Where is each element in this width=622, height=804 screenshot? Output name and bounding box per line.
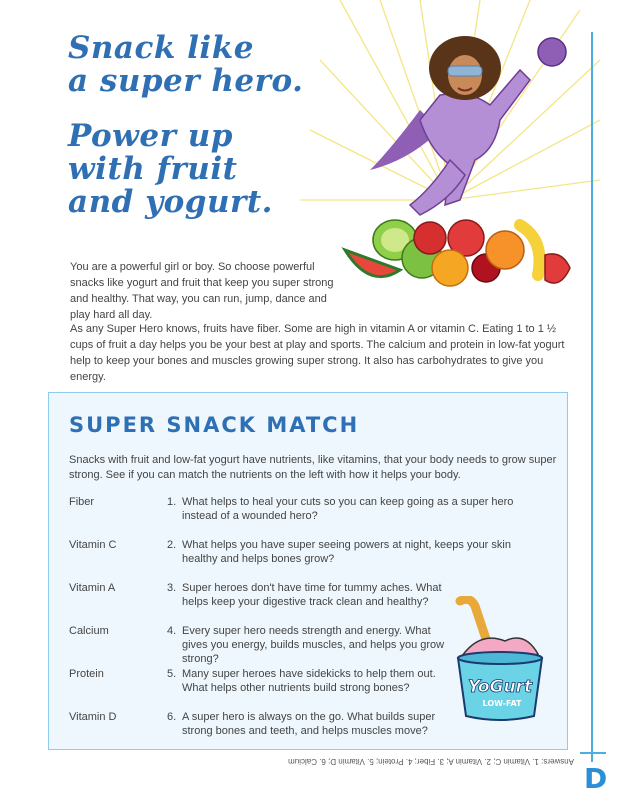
match-term: Vitamin A [69,582,116,594]
match-question: Every super hero needs strength and energy. What gives you energy, builds muscles, and helps you grow strong? [182,625,445,665]
title-line-3: Power up [68,118,233,154]
title-line-1: Snack like [68,30,254,66]
match-term: Calcium [69,625,109,637]
match-number: 4. [167,625,177,637]
page-edge-rule [591,32,593,762]
fiber-paragraph: As any Super Hero knows, fruits have fiber. Some are high in vitamin A or vitamin C. Eating 1 to 1 ½ cups of fruit a day helps you be your best at play and sports. The calcium and protein in low-fat yogurt help to keep your bones and muscles growing super strong. It also has carbohydrates to give you energy. [70,323,565,383]
match-intro: Snacks with fruit and low-fat yogurt have nutrients, like vitamins, that your body needs to grow super strong. See if you can match the nutrients on the left with how it helps your body. [69,454,557,481]
match-term: Fiber [69,496,95,508]
intro-paragraph: You are a powerful girl or boy. So choose powerful snacks like yogurt and fruit that keep you super strong and healthy. That way, you can run, jump, dance and play hard all day. [70,261,334,321]
match-question: Super heroes don't have time for tummy aches. What helps keep your digestive track clean and healthy? [182,582,442,608]
match-question: Many super heroes have sidekicks to help them out. What helps other nutrients build strong bones? [182,668,436,694]
answers-key: Answers: 1. Vitamin C; 2. Vitamin A; 3. Fiber; 4. Protein; 5. Vitamin D; 6. Calcium [288,757,574,766]
match-number: 3. [167,582,177,594]
match-number: 2. [167,539,177,551]
match-question: What helps to heal your cuts so you can keep going as a super hero instead of a wounded hero? [182,496,514,522]
title-line-4: with fruit [68,151,238,187]
yogurt-brand-text: YoGurt [467,677,533,697]
yogurt-cup-illustration [450,596,550,726]
match-number: 6. [167,711,177,723]
match-term: Vitamin C [69,539,117,551]
match-number: 1. [167,496,177,508]
title-line-5: and yogurt. [68,184,273,220]
yogurt-low-fat-text: LOW-FAT [482,699,522,708]
page-edge-tick [580,752,606,754]
match-number: 5. [167,668,177,680]
match-term: Vitamin D [69,711,117,723]
superhero-fruit-illustration [300,0,600,300]
match-term: Protein [69,668,104,680]
match-question: A super hero is always on the go. What builds super strong bones and teeth, and helps muscles move? [182,711,436,737]
page-letter: D [584,762,608,795]
match-title: SUPER SNACK MATCH [69,413,360,437]
title-line-2: a super hero. [68,63,304,99]
match-question: What helps you have super seeing powers at night, keeps your skin healthy and helps bones grow? [182,539,511,565]
